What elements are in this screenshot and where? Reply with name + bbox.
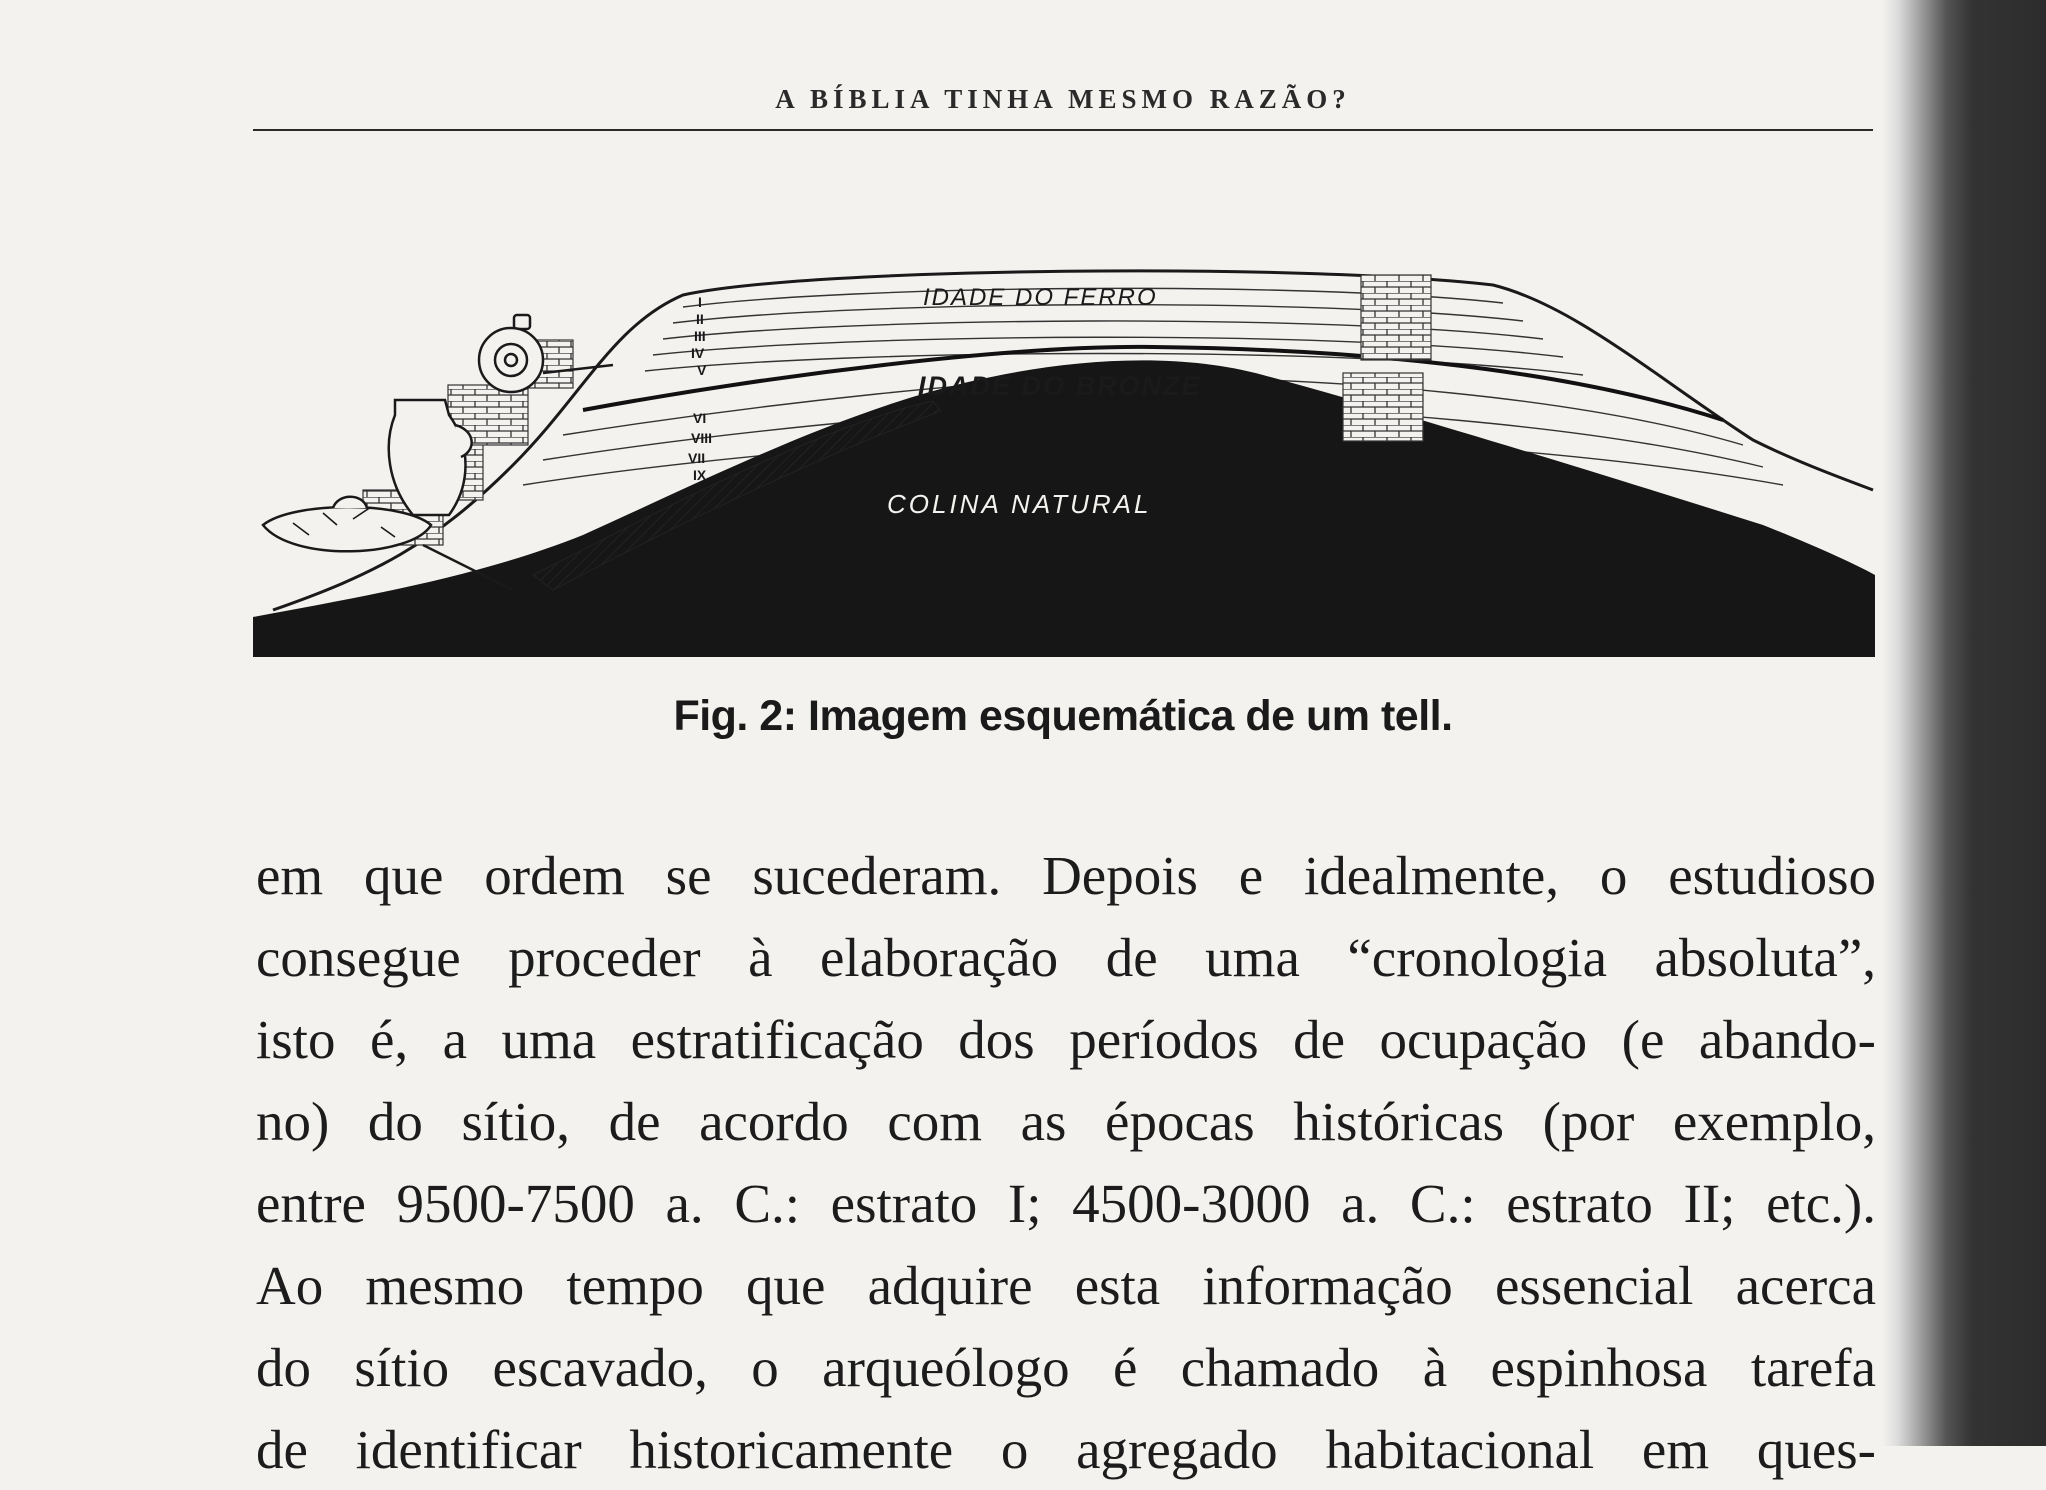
bronze-age-label: IDADE DO BRONZE — [918, 371, 1202, 401]
stratum-numeral: V — [697, 362, 707, 378]
body-line: Ao mesmo tempo que adquire esta informação essencial acerca — [256, 1255, 1876, 1316]
book-gutter-shadow — [1882, 0, 2046, 1446]
stratum-numeral: IX — [693, 467, 707, 483]
body-line: de identificar historicamente o agregado habitacional em ques- — [256, 1419, 1876, 1480]
natural-hill-label: COLINA NATURAL — [887, 489, 1152, 519]
figure-caption: Fig. 2: Imagem esquemática de um tell. — [673, 692, 1453, 740]
stratum-numeral: IV — [691, 345, 705, 361]
body-line: no) do sítio, de acordo com as épocas históricas (por exemplo, — [256, 1091, 1876, 1152]
body-line: isto é, a uma estratificação dos períodos de ocupação (e abando- — [256, 1009, 1876, 1070]
stratum-numeral: II — [696, 311, 704, 327]
body-line: em que ordem se sucederam. Depois e idealmente, o estudioso — [256, 845, 1876, 906]
running-head: A BÍBLIA TINHA MESMO RAZÃO? — [775, 84, 1351, 114]
stratum-numeral: VIII — [691, 430, 713, 446]
stratum-numeral: VI — [693, 410, 707, 426]
iron-age-label: IDADE DO FERRO — [923, 284, 1158, 311]
stratum-numeral: X — [699, 484, 709, 500]
tell-figure — [253, 245, 1877, 665]
body-line: consegue proceder à elaboração de uma “cronologia absoluta”, — [256, 927, 1876, 988]
stratum-numeral: I — [698, 294, 702, 310]
brick-wall — [1361, 275, 1431, 360]
brick-wall — [1343, 373, 1423, 441]
header-rule — [253, 129, 1873, 131]
stratum-numeral: III — [694, 328, 706, 344]
body-line: do sítio escavado, o arqueólogo é chamado à espinhosa tarefa — [256, 1337, 1876, 1398]
body-line: entre 9500-7500 a. C.: estrato I; 4500-3000 a. C.: estrato II; etc.). — [256, 1173, 1876, 1234]
tell-diagram — [253, 245, 1877, 665]
stratum-numeral: VII — [688, 450, 706, 466]
